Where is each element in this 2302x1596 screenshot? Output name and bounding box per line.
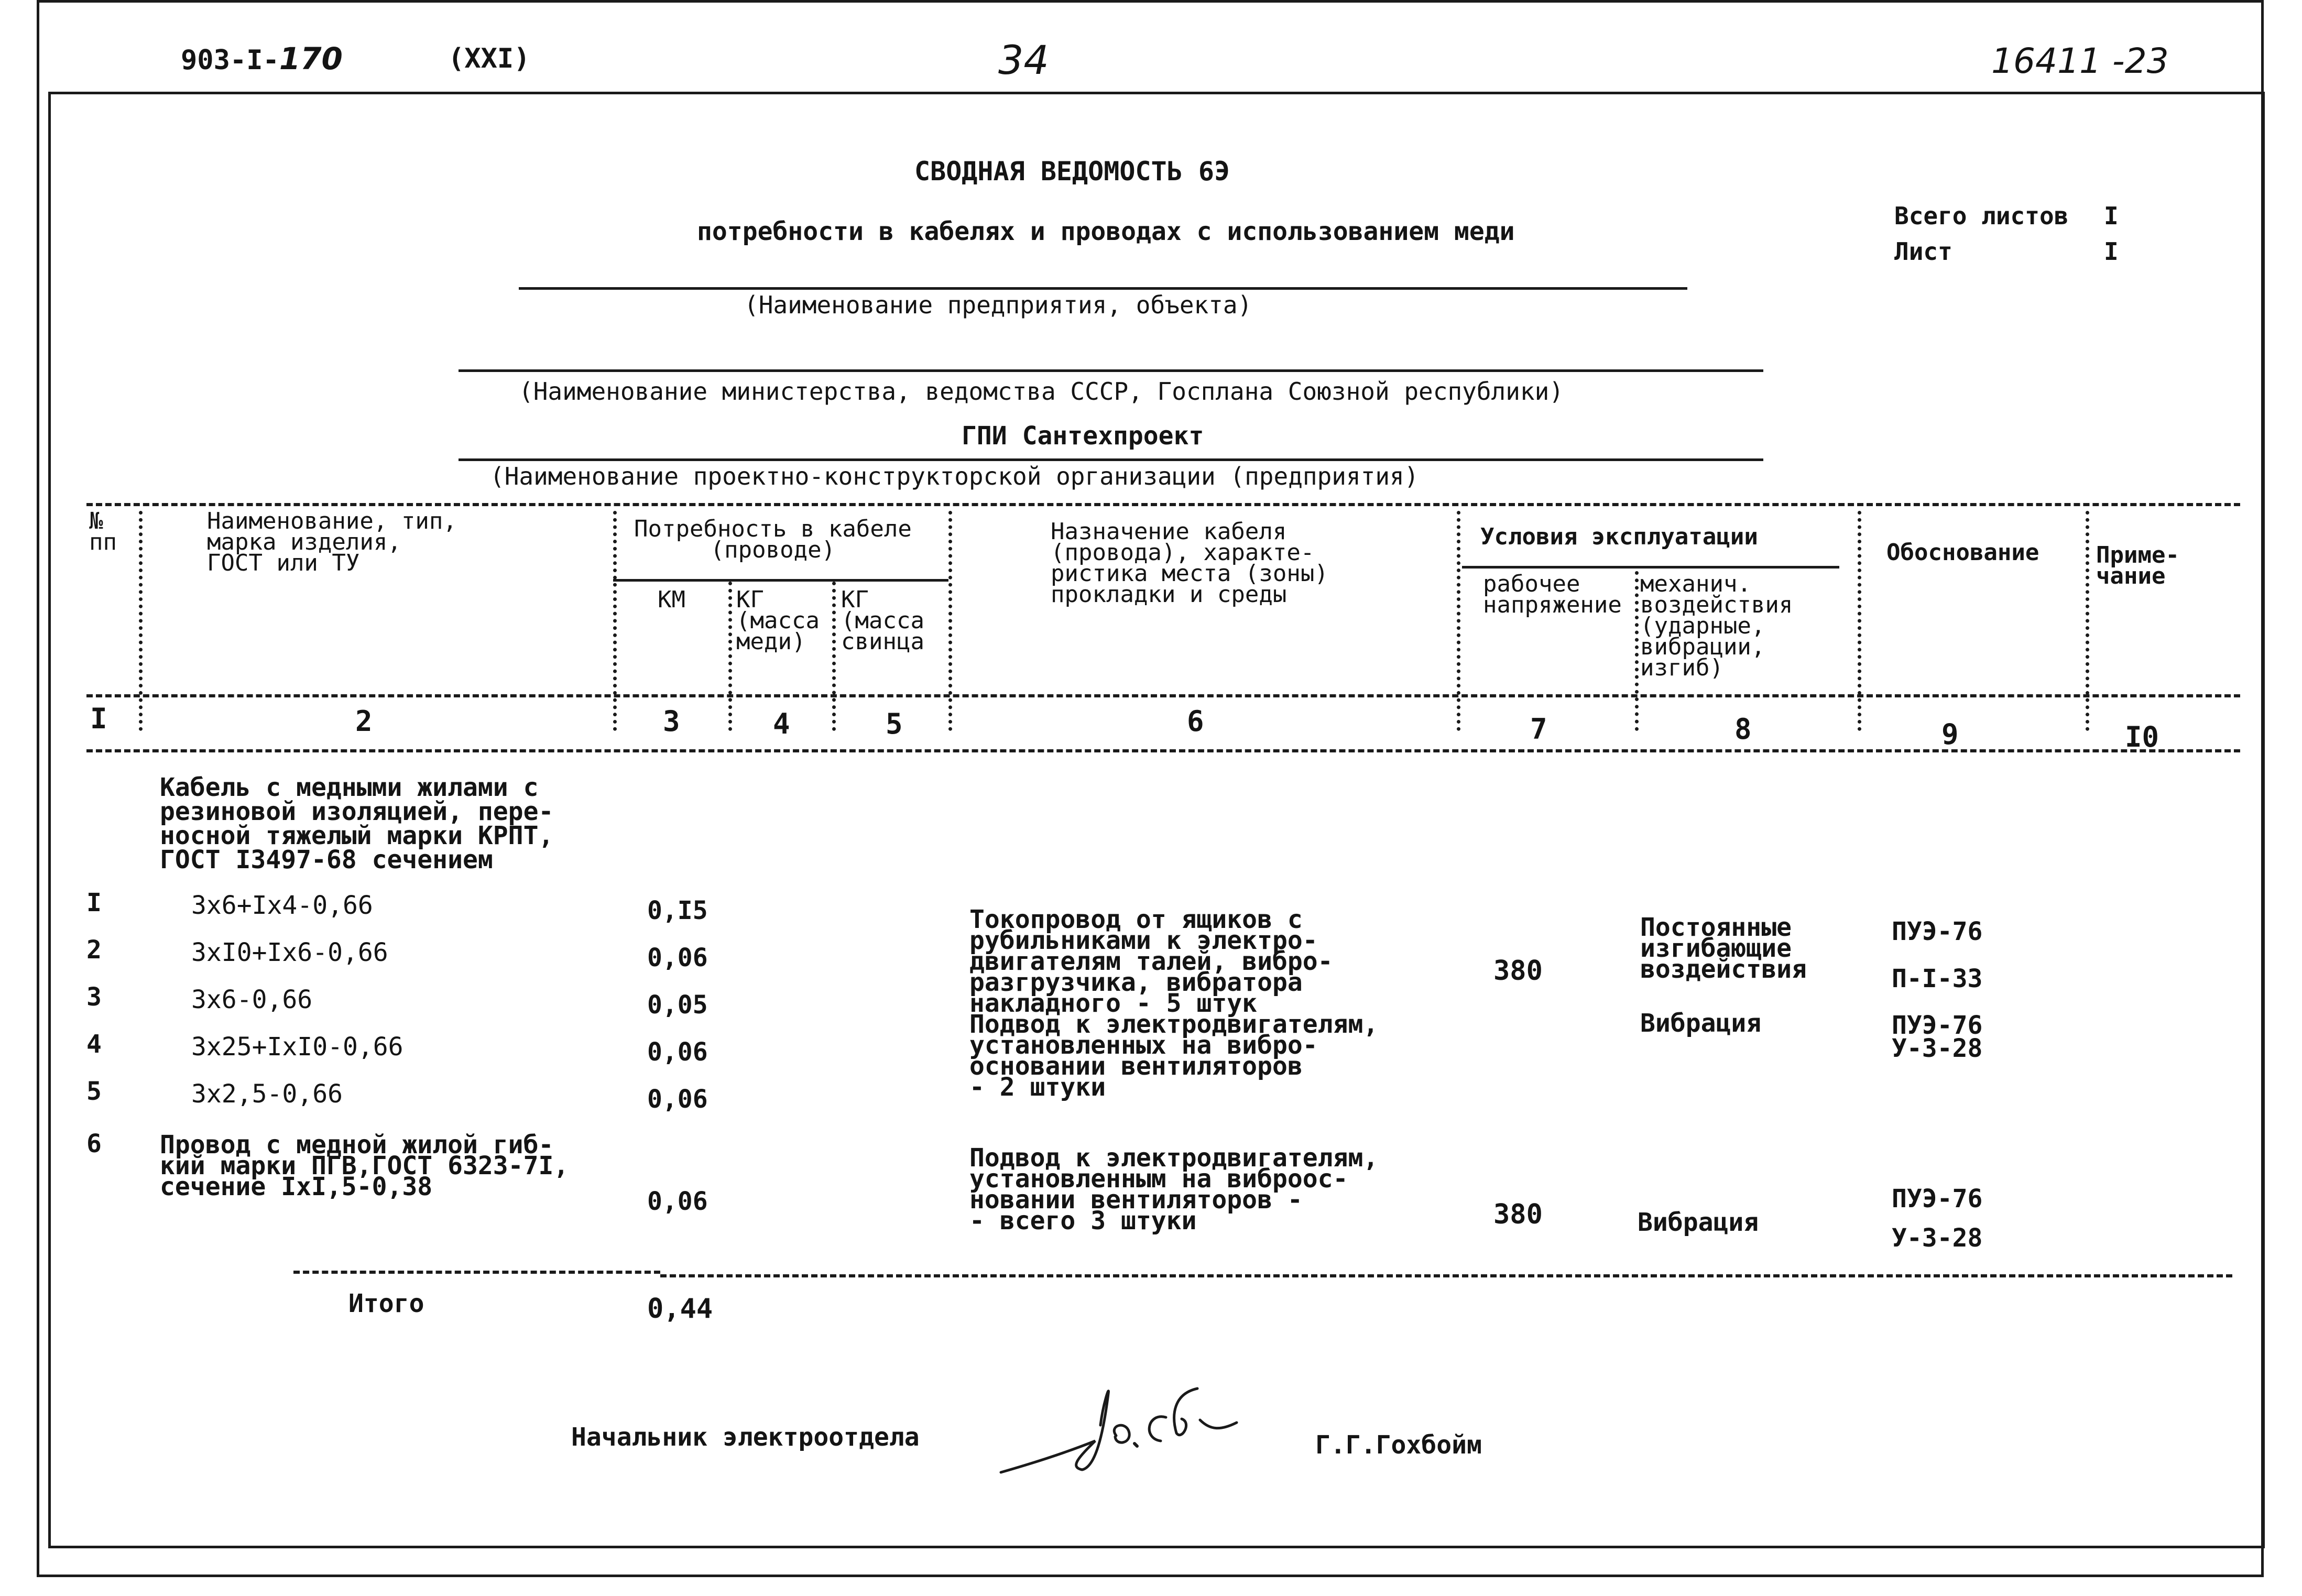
header-col-kg-copper: КГ (масса меди) <box>736 586 820 655</box>
document-subtitle: потребности в кабелях и проводах с использованием меди <box>697 217 1515 246</box>
total-label: Итого <box>348 1289 424 1318</box>
row3-name: 3x6-0,66 <box>191 985 313 1014</box>
group1-purpose: Токопровод от ящиков с рубильниками к электро- двигателям талей, вибро- разгрузчика, вибратора накладного - 5 штук Подвод к электродвигателям, установленных на вибро- основании вентиляторов - 2 штуки <box>969 905 1379 1102</box>
cond-subheader-line <box>1462 566 1839 569</box>
row5-name: 3x2,5-0,66 <box>191 1079 343 1109</box>
series-code <box>181 41 343 76</box>
group1-title: Кабель с медными жилами с резиновой изоляцией, пере- носной тяжелый марки КРПТ, ГОСТ I3497-68 сечением <box>160 773 554 874</box>
header-col-mechanical: механич. воздействия (ударные, вибрации, изгиб) <box>1640 571 1793 681</box>
header-col-km: КМ <box>658 586 685 613</box>
header-col-name: Наименование, тип, марка изделия, ГОСТ или ТУ <box>207 508 457 576</box>
colnum-8: 8 <box>1734 713 1752 746</box>
row6-purpose: Подвод к электродвигателям, установленным на виброос- новании вентиляторов - - всего 3 штуки <box>969 1143 1379 1236</box>
row4-name: 3x25+IxI0-0,66 <box>191 1032 403 1062</box>
row1-name: 3x6+Ix4-0,66 <box>191 891 373 920</box>
colnum-6: 6 <box>1187 705 1204 738</box>
total-sheets-label: Всего листов <box>1894 202 2069 230</box>
col-divider-6 <box>1457 511 1460 731</box>
group1-basis-c: ПУЭ-76 У-3-28 <box>1892 1011 1983 1063</box>
col-divider-5 <box>948 511 952 731</box>
header-need-group: Потребность в кабеле (проводе) <box>634 516 912 563</box>
document-number: 16411 -23 <box>1991 41 2169 81</box>
row6-mech: Вибрация <box>1638 1208 1759 1237</box>
ministry-caption: (Наименование министерства, ведомства СССР, Госплана Союзной республики) <box>519 377 1564 406</box>
row1-no: I <box>86 888 102 917</box>
col-divider-9 <box>2086 511 2089 731</box>
colnum-3: 3 <box>663 705 680 738</box>
colnum-10: I0 <box>2125 720 2159 753</box>
row1-km: 0,I5 <box>647 896 708 925</box>
organization-name: ГПИ Сантехпроект <box>962 421 1204 451</box>
row4-km: 0,06 <box>647 1037 708 1067</box>
row6-basis-a: ПУЭ-76 <box>1892 1184 1983 1214</box>
row6-basis-b: У-3-28 <box>1892 1223 1983 1253</box>
header-col-kg-lead: КГ (масса свинца <box>841 586 924 655</box>
document-title: СВОДНАЯ ВЕДОМОСТЬ 6Э <box>914 156 1230 187</box>
total-sheets-value: I <box>2104 202 2119 230</box>
page-number: 34 <box>998 37 1049 83</box>
col-divider-3 <box>728 582 732 731</box>
row2-km: 0,06 <box>647 943 708 972</box>
colnum-9: 9 <box>1941 718 1959 751</box>
header-bottom-line <box>86 694 2240 697</box>
enterprise-line <box>519 287 1687 290</box>
col-divider-7 <box>1635 571 1639 731</box>
group1-basis-b: П-I-33 <box>1892 964 1983 993</box>
colnum-5: 5 <box>886 707 903 740</box>
handwritten-signature <box>990 1373 1273 1478</box>
col-divider-8 <box>1858 511 1861 731</box>
row6-no: 6 <box>86 1129 102 1158</box>
header-col-note: Приме- чание <box>2096 542 2179 589</box>
total-value: 0,44 <box>647 1293 713 1325</box>
total-separator-left <box>293 1271 660 1274</box>
row6-km: 0,06 <box>647 1187 708 1216</box>
col-divider-4 <box>832 582 836 731</box>
group1-mech-a: Постоянные изгибающие воздействия <box>1640 913 1807 984</box>
row4-no: 4 <box>86 1030 102 1059</box>
header-col-no: № пп <box>89 508 117 555</box>
colnum-bottom-line <box>86 749 2240 752</box>
row6-voltage: 380 <box>1493 1199 1543 1230</box>
sheet-value: I <box>2104 237 2119 266</box>
organization-caption: (Наименование проектно-конструкторской организации (предприятия) <box>490 462 1419 490</box>
row6-name: Провод с медной жилой гиб- кий марки ПГВ,ГОСТ 6323-7I, сечение IxI,5-0,38 <box>160 1130 569 1201</box>
row3-km: 0,05 <box>647 990 708 1020</box>
colnum-7: 7 <box>1530 713 1547 746</box>
col-divider-2 <box>613 511 617 731</box>
ministry-line <box>459 369 1763 372</box>
row3-no: 3 <box>86 982 102 1012</box>
row5-no: 5 <box>86 1077 102 1106</box>
group1-basis-a: ПУЭ-76 <box>1892 917 1983 946</box>
row2-name: 3xI0+Ix6-0,66 <box>191 938 388 967</box>
colnum-2: 2 <box>355 705 373 738</box>
organization-line <box>459 458 1763 461</box>
table-top-line <box>86 503 2240 506</box>
header-cond-group: Условия эксплуатации <box>1480 523 1758 550</box>
need-subheader-line <box>613 579 948 582</box>
signature-role: Начальник электроотдела <box>571 1423 920 1452</box>
row2-no: 2 <box>86 935 102 965</box>
sheet-label: Лист <box>1894 237 1952 266</box>
colnum-1: I <box>90 702 107 735</box>
col-divider-1 <box>139 511 143 731</box>
row5-km: 0,06 <box>647 1085 708 1114</box>
album-number: (XXI) <box>448 43 530 74</box>
header-col-basis: Обоснование <box>1886 539 2039 566</box>
group1-mech-b: Вибрация <box>1640 1009 1762 1038</box>
group1-voltage: 380 <box>1493 955 1543 987</box>
header-col-purpose: Назначение кабеля (провода), характе- ристика места (зоны) прокладки и среды <box>1051 518 1328 608</box>
series-prefix: 903-I- <box>181 45 279 76</box>
header-col-voltage: рабочее напряжение <box>1483 571 1622 618</box>
colnum-4: 4 <box>773 707 790 740</box>
enterprise-caption: (Наименование предприятия, объекта) <box>744 291 1252 319</box>
series-handwritten: 170 <box>279 41 343 76</box>
signature-name: Г.Г.Гохбойм <box>1315 1430 1482 1460</box>
total-separator-right <box>660 1274 2232 1277</box>
